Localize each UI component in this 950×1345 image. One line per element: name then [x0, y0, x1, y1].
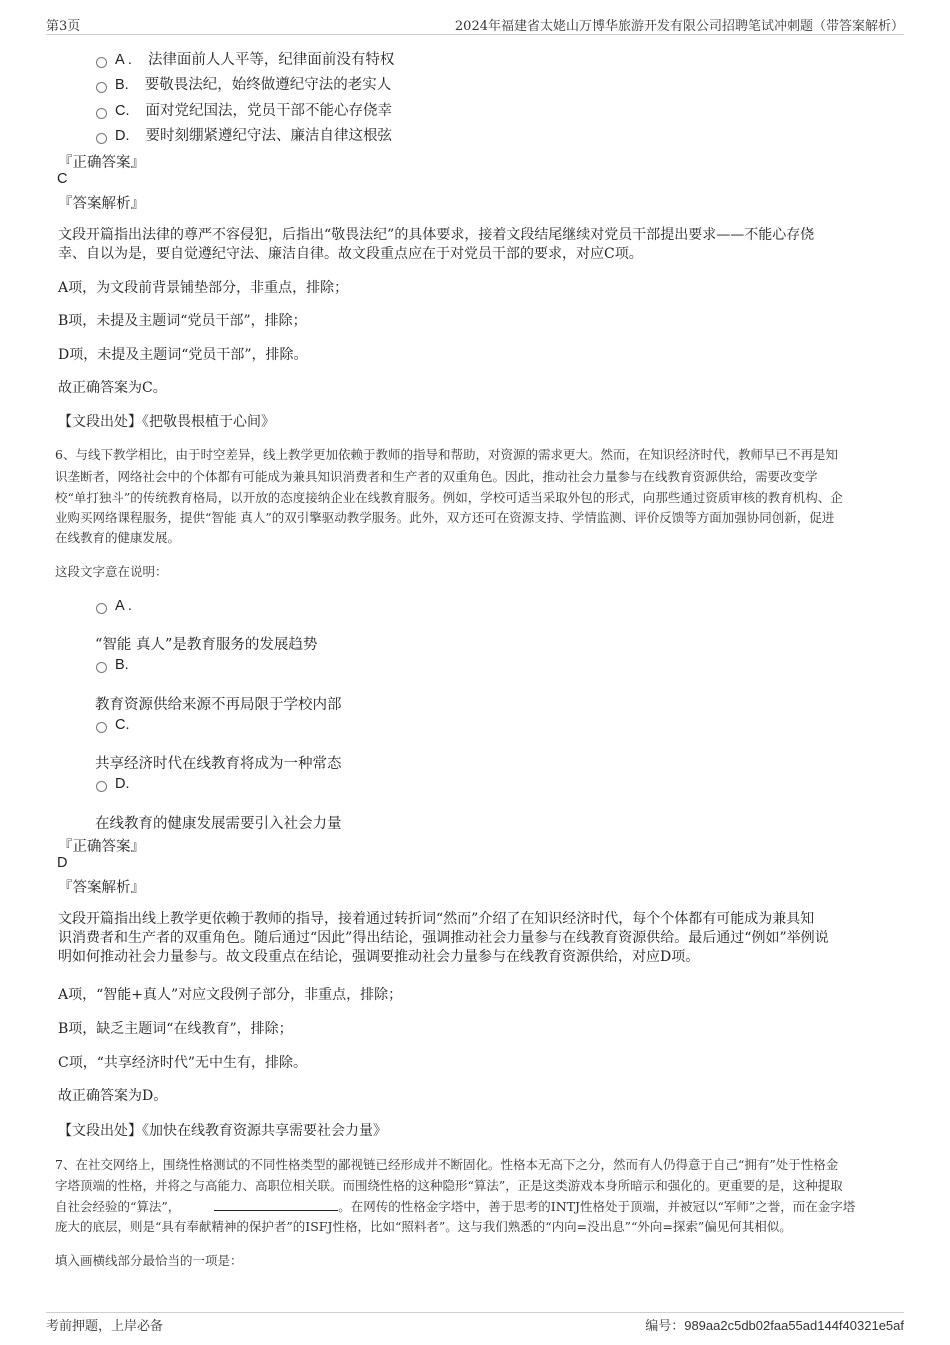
q7-stem-line-4: 庞大的底层，则是“具有奉献精神的保护者”的ISFJ性格，比如“照料者”。这与我们熟悉的“内向=没出息”“外向=探索”偏见何其相似。 [55, 1219, 792, 1234]
q7-stem-line-3: 自社会经验的“算法”， 。在网传的性格金字塔中，善于思考的INTJ性格处于顶端，并被冠以“军师”之誉，而在金字塔 [55, 1199, 856, 1214]
radio-icon[interactable] [96, 57, 107, 68]
header-divider [46, 34, 904, 35]
q6-option-b-text: 教育资源供给来源不再局限于学校内部 [95, 697, 342, 713]
q5-analysis-label: 『答案解析』 [58, 196, 145, 212]
q5-option-c[interactable]: C. 面对党纪国法，党员干部不能心存侥幸 [96, 99, 392, 120]
q6-answer: D [57, 855, 68, 871]
q6-analysis-line-3: 明如何推动社会力量参与。故文段重点在结论，强调要推动社会力量参与在线教育资源供给，对应D项。 [58, 949, 700, 965]
fill-in-blank [214, 1197, 338, 1211]
q6-prompt: 这段文字意在说明： [55, 564, 168, 579]
q7-stem-line-2: 字塔顶端的性格，并将之与高能力、高职位相关联。而围绕性格的这种隐形“算法”，正是这类游戏本身所暗示和强化的。更重要的是，这种提取 [55, 1178, 843, 1193]
q5-option-a[interactable]: A . 法律面前人人平等，纪律面前没有特权 [96, 48, 394, 69]
q6-stem-line-4: 业购买网络课程服务，提供“智能 真人”的双引擎驱动教学服务。此外，双方还可在资源支持、学情监测、评价反馈等方面加强协同创新，促进 [55, 510, 835, 525]
q6-answer-label: 『正确答案』 [58, 839, 145, 855]
footer-divider [46, 1312, 904, 1313]
q6-stem-line-5: 在线教育的健康发展。 [55, 530, 181, 545]
q5-exclude-d: D项，未提及主题词“党员干部”，排除。 [58, 347, 308, 363]
q6-option-c[interactable]: C. [96, 717, 146, 733]
q5-analysis-line-2: 幸、自以为是，要自觉遵纪守法、廉洁自律。故文段重点应在于对党员干部的要求，对应C项。 [58, 246, 643, 262]
q6-analysis-line-1: 文段开篇指出线上教学更依赖于教师的指导，接着通过转折词“然而”介绍了在知识经济时代，每个个体都有可能成为兼具知 [58, 911, 815, 927]
q6-option-c-text: 共享经济时代在线教育将成为一种常态 [95, 756, 342, 772]
q6-conclusion: 故正确答案为D。 [58, 1088, 168, 1104]
q6-stem-line-3: 校“单打独斗”的传统教育格局，以开放的态度接纳企业在线教育服务。例如，学校可适当采取外包的形式，向那些通过资质审核的教育机构、企 [55, 490, 843, 505]
radio-icon[interactable] [96, 781, 107, 792]
q6-exclude-a: A项，“智能+真人”对应文段例子部分，非重点，排除； [58, 987, 403, 1003]
q5-option-d[interactable]: D. 要时刻绷紧遵纪守法、廉洁自律这根弦 [96, 124, 392, 145]
q6-analysis-label: 『答案解析』 [58, 880, 145, 896]
q6-stem-line-1: 6、与线下教学相比，由于时空差异，线上教学更加依赖于教师的指导和帮助，对资源的需求更大。然而，在知识经济时代，教师早已不再是知 [55, 447, 838, 462]
q5-analysis-line-1: 文段开篇指出法律的尊严不容侵犯，后指出“敬畏法纪”的具体要求，接着文段结尾继续对党员干部提出要求——不能心存侥 [58, 227, 815, 243]
radio-icon[interactable] [96, 662, 107, 673]
q5-exclude-b: B项，未提及主题词“党员干部”，排除； [58, 313, 307, 329]
q6-stem-line-2: 识垄断者，网络社会中的个体都有可能成为兼具知识消费者和生产者的双重角色。因此，推动社会力量参与在线教育资源供给，需要改变学 [55, 469, 818, 484]
document-title: 2024年福建省太姥山万博华旅游开发有限公司招聘笔试冲刺题（带答案解析） [454, 19, 904, 34]
q6-exclude-c: C项，“共享经济时代”无中生有，排除。 [58, 1055, 308, 1071]
q6-option-b[interactable]: B. [96, 657, 145, 673]
q5-option-b[interactable]: B. 要敬畏法纪，始终做遵纪守法的老实人 [96, 73, 391, 94]
page-number: 第3页 [46, 19, 81, 34]
q6-source: 【文段出处】《加快在线教育资源共享需要社会力量》 [58, 1123, 387, 1139]
q6-option-a-text: “智能 真人”是教育服务的发展趋势 [95, 637, 318, 653]
radio-icon[interactable] [96, 108, 107, 119]
q6-option-a[interactable]: A . [96, 598, 148, 614]
q5-answer-label: 『正确答案』 [58, 155, 145, 171]
q5-conclusion: 故正确答案为C。 [58, 380, 167, 396]
q7-stem-line-1: 7、在社交网络上，围绕性格测试的不同性格类型的鄙视链已经形成并不断固化。性格本无高下之分，然而有人仍得意于自己“拥有”处于性格金 [55, 1157, 839, 1172]
footer-code: 编号：989aa2c5db02faa55ad144f40321e5af [645, 1318, 904, 1334]
q5-exclude-a: A项，为文段前背景铺垫部分，非重点，排除； [58, 280, 349, 296]
radio-icon[interactable] [96, 722, 107, 733]
q6-option-d[interactable]: D. [96, 776, 146, 792]
q5-source: 【文段出处】《把敬畏根植于心间》 [58, 414, 275, 430]
radio-icon[interactable] [96, 82, 107, 93]
q7-prompt: 填入画横线部分最恰当的一项是： [55, 1253, 243, 1268]
q6-option-d-text: 在线教育的健康发展需要引入社会力量 [95, 816, 342, 832]
radio-icon[interactable] [96, 603, 107, 614]
q5-answer: C [57, 171, 68, 187]
q6-exclude-b: B项，缺乏主题词“在线教育”，排除； [58, 1021, 293, 1037]
q6-analysis-line-2: 识消费者和生产者的双重角色。随后通过“因此”得出结论，强调推动社会力量参与在线教育资源供给。最后通过“例如”举例说 [58, 930, 829, 946]
footer-slogan: 考前押题，上岸必备 [46, 1319, 164, 1334]
radio-icon[interactable] [96, 133, 107, 144]
